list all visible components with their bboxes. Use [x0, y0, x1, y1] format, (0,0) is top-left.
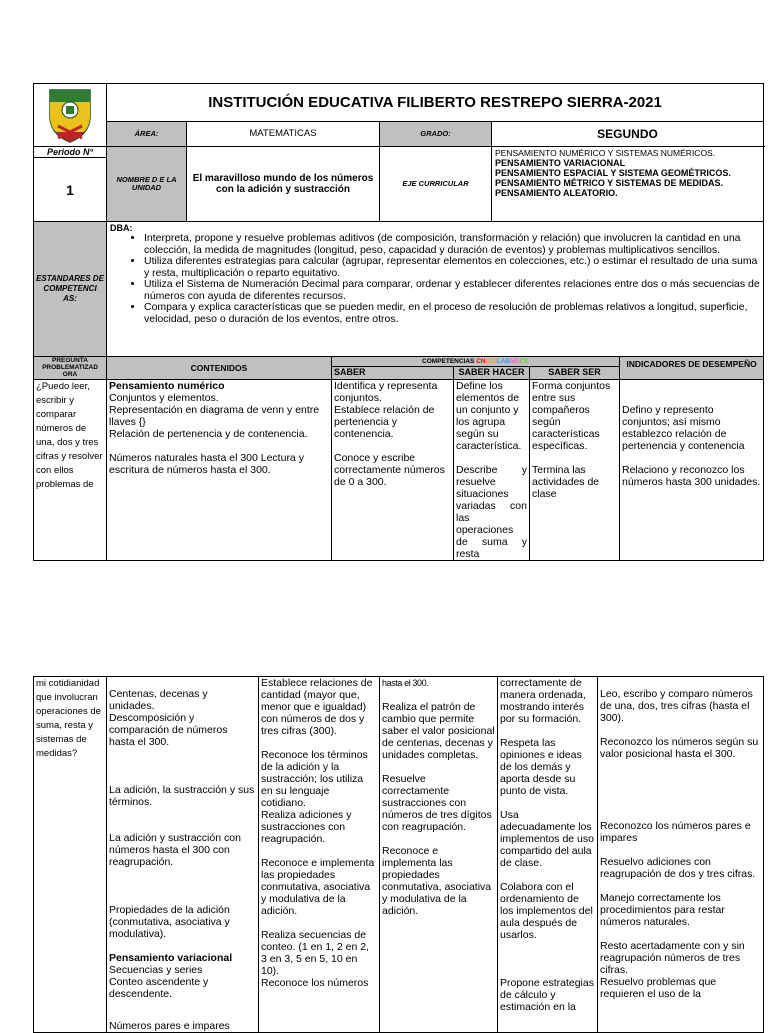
contenidos-text: Propiedades de la adición (conmutativa, asociativa y modulativa). — [109, 904, 230, 940]
competencias-main: COMPETENCIAS — [422, 358, 475, 365]
unidad-label: NOMBRE D E LA UNIDAD — [107, 147, 187, 222]
contenidos-text: Secuencias y series Conteo ascendente y descendente. — [109, 964, 209, 1000]
periodo-value: 1 — [34, 158, 107, 222]
saber-text: Reconoce e implementa las propiedades conmutativa, asociativa y modulativa de la adición. — [261, 857, 375, 917]
eje-item: PENSAMIENTO ESPACIAL Y SISTEMA GEOMÉTRICOS. — [495, 168, 731, 178]
contenidos-text: La adición, la sustracción y sus términos. — [109, 784, 255, 808]
saber-text: Identifica y representa conjuntos. Establece relación de pertenencia y contenencia. — [334, 380, 438, 440]
indicadores-text: Defino y represento conjuntos; así mismo establezco relación de pertenencia y contenencia — [622, 404, 745, 452]
saber-ser-cell — [530, 380, 620, 561]
saber-ser-text: correctamente de manera ordenada, mostrando interés por su formación. — [500, 677, 586, 725]
indicadores-text: Reconozco los números pares e impares — [600, 820, 751, 844]
saber-text: Establece relaciones de cantidad (mayor que, menor que e igualdad) con números de dos y tres cifras (300). — [261, 677, 373, 737]
saber-hacer-cell — [454, 380, 530, 561]
grado-label: GRADO: — [380, 122, 492, 147]
indicadores-text: Manejo correctamente los procedimientos para restar números naturales. — [600, 892, 725, 928]
saber-ser-text: Colabora con el ordenamiento de los implementos del aula después de usarlos. — [500, 881, 593, 941]
pregunta-cell: ¿Puedo leer, escribir y comparar números de una, dos y tres cifras y resolver con ellos problemas de — [34, 380, 107, 561]
dba-item: • Utiliza diferentes estrategias para calcular (agrupar, representar elementos en colecciones, etc.) o estimar el resultado de una suma y resta, multiplicación o reparto equitativo. — [144, 256, 760, 279]
institution-title: INSTITUCIÓN EDUCATIVA FILIBERTO RESTREPO SIERRA-2021 — [107, 84, 764, 122]
grado-value: SEGUNDO — [492, 122, 764, 147]
planning-table-page2 — [33, 676, 764, 1033]
indicadores-text: Resto acertadamente con y sin reagrupación números de tres cifras. Resuelvo problemas que requieren el uso de la — [600, 940, 745, 1000]
contenidos-cell — [107, 677, 259, 1033]
contenidos-cell — [107, 380, 332, 561]
school-logo — [34, 84, 107, 147]
indicadores-text: Resuelvo adiciones con reagrupación de dos y tres cifras. — [600, 856, 756, 880]
area-value: MATEMATICAS — [187, 122, 380, 147]
estandares-content — [107, 222, 764, 357]
col-saber-hacer: SABER HACER — [454, 367, 530, 380]
contenidos-text: Números pares e impares — [109, 1020, 230, 1032]
indicadores-text: Leo, escribo y comparo números de una, dos, tres cifras (hasta el 300). — [600, 688, 753, 724]
eje-item: PENSAMIENTO VARIACIONAL — [495, 158, 626, 168]
contenidos-text: Números naturales hasta el 300 Lectura y escritura de números hasta el 300. — [109, 452, 304, 476]
saber-text: Realiza secuencias de conteo. (1 en 1, 2 en 2, 3 en 3, 5 en 5, 10 en 10). Reconoce los números — [261, 929, 369, 989]
col-saber-ser: SABER SER — [530, 367, 620, 380]
saber-hacer-text: Realiza el patrón de cambio que permite saber el valor posicional de centenas, decenas y unidades completas. — [382, 701, 495, 761]
eje-label: EJE CURRICULAR — [380, 147, 492, 222]
area-label: ÁREA: — [107, 122, 187, 147]
saber-hacer-cell — [380, 677, 498, 1033]
periodo-label: Periodo N° — [34, 147, 107, 158]
eje-list — [492, 147, 764, 222]
comp-lab: LAB — [496, 358, 511, 365]
col-contenidos: CONTENIDOS — [107, 357, 332, 380]
col-competencias — [332, 357, 620, 367]
saber-hacer-text: Reconoce e implementa las propiedades conmutativa, asociativa y modulativa de la adición. — [382, 845, 492, 917]
saber-cell — [259, 677, 380, 1033]
contenidos-title: Pensamiento variacional — [109, 952, 233, 964]
eje-item: PENSAMIENTO MÉTRICO Y SISTEMAS DE MEDIDAS. — [495, 178, 724, 188]
contenidos-text: La adición y sustracción con números hasta el 300 con reagrupación. — [109, 832, 241, 868]
planning-table-page1 — [33, 83, 764, 561]
saber-ser-text: Propone estrategias de cálculo y estimación en la — [500, 977, 594, 1013]
dba-item: • Compara y explica características que se pueden medir, en el proceso de resolución de problemas relativos a longitud, superficie, velocidad, peso o duración de los eventos, entre otros. — [144, 302, 760, 325]
comp-ce: CE — [519, 358, 529, 365]
dba-item: • Utiliza el Sistema de Numeración Decimal para comparar, ordenar y establecer diferentes relaciones entre dos o más secuencias de números con ayuda de diferentes recursos. — [144, 279, 760, 302]
dba-label: DBA: — [110, 223, 133, 233]
eje-item: PENSAMIENTO ALEATORIO. — [495, 188, 618, 198]
indicadores-cell — [620, 380, 764, 561]
col-saber: SABER — [332, 367, 454, 380]
pregunta-cell: mi cotidianidad que involucran operaciones de suma, resta y sistemas de medidas? — [34, 677, 107, 1033]
col-pregunta: PREGUNTA PROBLEMATIZAD ORA — [34, 357, 107, 380]
saber-ser-text: Respeta las opiniones e ideas de los demás y aporta desde su punto de vista. — [500, 737, 582, 797]
col-indicadores: INDICADORES DE DESEMPEÑO — [620, 357, 764, 380]
saber-ser-text: Termina las actividades de clase — [532, 464, 600, 500]
indicadores-text: Reconozco los números según su valor posicional hasta el 300. — [600, 736, 759, 760]
saber-ser-text: Forma conjuntos entre sus compañeros según características específicas. — [532, 380, 611, 452]
saber-hacer-text: Describe y resuelve situaciones variadas con las operaciones de suma y resta — [456, 464, 527, 560]
indicadores-cell — [598, 677, 764, 1033]
saber-cell — [332, 380, 454, 561]
saber-text: Reconoce los términos de la adición y la sustracción; los utiliza en su lenguaje cotidiano. Realiza adiciones y sustracciones con reagrupación. — [261, 749, 368, 845]
saber-hacer-text: hasta el 300. — [382, 678, 429, 688]
saber-ser-text: Usa adecuadamente los implementos de uso compartido del aula de clase. — [500, 809, 594, 869]
saber-ser-cell — [498, 677, 598, 1033]
saber-hacer-text: Resuelve correctamente sustracciones con números de tres dígitos con reagrupación. — [382, 773, 492, 833]
saber-hacer-text: Define los elementos de un conjunto y los agrupa según su característica. — [456, 380, 522, 452]
comp-me: ME — [510, 358, 520, 365]
contenidos-text: Centenas, decenas y unidades. Descomposición y comparación de números hasta el 300. — [109, 688, 228, 748]
dba-item: • Interpreta, propone y resuelve problemas aditivos (de composición, transformación y relación) que involucren la cantidad en una colección, la medida de magnitudes (longitud, peso, capacidad y duración de eventos) y problemas multiplicativos sencillos. — [144, 233, 760, 256]
school-shield-icon — [44, 86, 96, 144]
eje-item: PENSAMIENTO NUMÉRICO Y SISTEMAS NUMÉRICOS. — [495, 148, 716, 158]
unidad-value: El maravilloso mundo de los números con la adición y sustracción — [187, 147, 380, 222]
contenidos-text: Conjuntos y elementos. Representación en diagrama de venn y entre llaves {} Relación de pertenencia y de contenencia. — [109, 392, 320, 440]
saber-text: Conoce y escribe correctamente números de 0 a 300. — [334, 452, 445, 488]
estandares-label: ESTANDARES DE COMPETENCI AS: — [34, 222, 107, 357]
contenidos-title: Pensamiento numérico — [109, 380, 225, 392]
indicadores-text: Relaciono y reconozco los números hasta 300 unidades. — [622, 464, 761, 488]
comp-cn: CN — [476, 358, 486, 365]
comp-cci: CCI — [485, 358, 497, 365]
